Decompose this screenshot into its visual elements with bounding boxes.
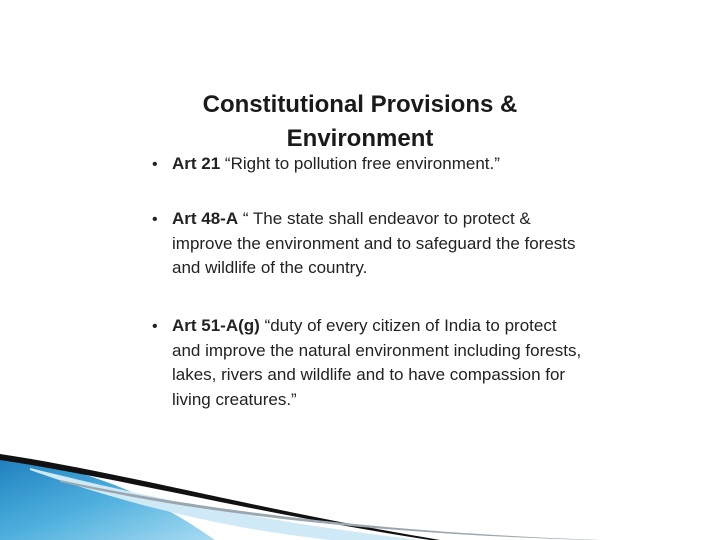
bullet-dot-icon: •: [152, 318, 158, 335]
article-ref: Art 21: [172, 154, 221, 173]
article-ref: Art 48-A: [172, 209, 239, 228]
bullet-item-art-21: [152, 152, 582, 177]
decorative-swoosh: [0, 440, 720, 540]
bullet-dot-icon: •: [152, 211, 158, 228]
article-text: “ The state shall endeavor to protect & improve the environment and to safeguard the forests and wildlife of the country.: [172, 209, 576, 277]
bullet-item-art-51ag: [152, 314, 582, 412]
article-ref: Art 51-A(g): [172, 316, 260, 335]
bullet-dot-icon: •: [152, 156, 158, 173]
bullet-item-art-48a: [152, 207, 582, 281]
article-text: “duty of every citizen of India to protect and improve the natural environment including forests, lakes, rivers and wildlife and to have compassion for living creatures.”: [172, 316, 582, 409]
slide-title: Constitutional Provisions & Environment: [202, 91, 518, 152]
article-text: “Right to pollution free environment.”: [220, 154, 500, 173]
